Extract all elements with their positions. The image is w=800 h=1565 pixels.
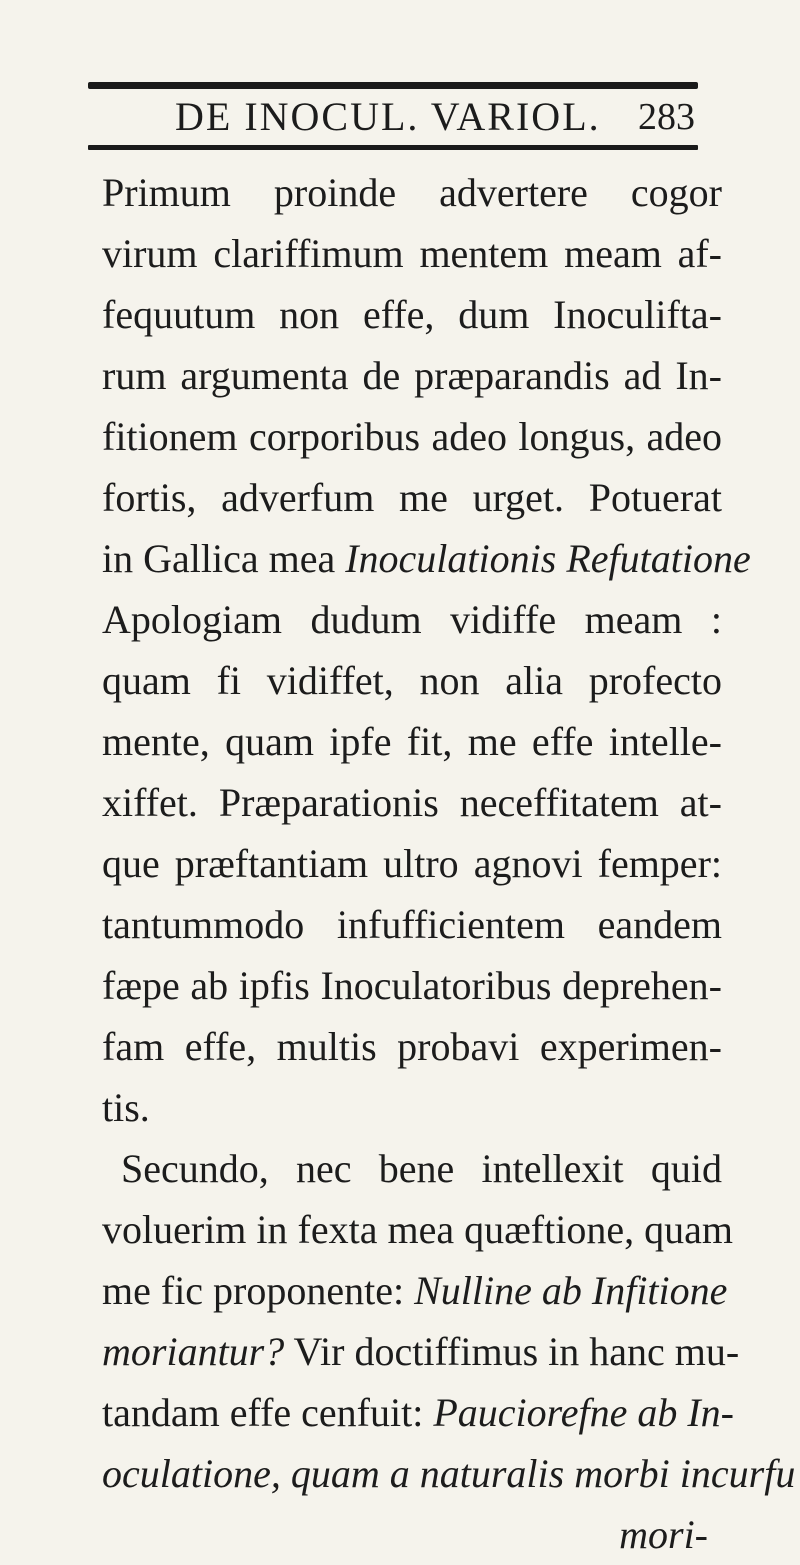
text-line: xiffet. Præparationis neceffitatem at- [102,780,722,825]
text-line: quam fi vidiffet, non alia profecto [102,658,722,703]
catchword [102,1504,722,1565]
catchword-text: mori- [619,1512,708,1557]
text-line: Apologiam dudum vidiffe meam : [102,597,722,642]
text-segment: tandam effe cenfuit: [102,1390,424,1435]
text-line: que præftantiam ultro agnovi femper: [102,841,722,886]
text-line: fitionem corporibus adeo longus, adeo [102,414,722,459]
italic-question: Nulline ab Infitione [414,1268,728,1313]
italic-question: Pauciorefne ab In- [433,1390,734,1435]
text-line [102,528,751,589]
top-border-rule [88,82,698,89]
text-line: tantummodo infufficientem eandem [102,902,722,947]
text-line: fæpe ab ipfis Inoculatoribus deprehen- [102,963,722,1008]
text-line: virum clariffimum mentem meam af- [102,231,722,276]
text-line [102,1321,740,1382]
text-segment: me fic proponente: [102,1268,405,1313]
text-segment: in Gallica mea [102,536,336,581]
text-line: tis. [102,1085,150,1130]
text-line: voluerim in fexta mea quæftione, quam [102,1207,733,1252]
text-line [102,1260,728,1321]
header-rule [88,145,698,150]
text-line: Primum proinde advertere cogor [102,170,722,215]
text-line [102,1443,796,1504]
running-head: DE INOCUL. VARIOL. [175,94,601,139]
text-line: rum argumenta de præparandis ad In- [102,353,722,398]
italic-title: Inoculationis Refutatione [345,536,751,581]
text-line: fam effe, multis probavi experimen- [102,1024,722,1069]
page-number: 283 [638,96,695,138]
text-line: Secundo, nec bene intellexit quid [121,1146,722,1191]
text-line: mente, quam ipfe fit, me effe intelle- [102,719,722,764]
text-segment: Vir doctiffimus in hanc mu- [293,1329,740,1374]
text-line [102,1382,734,1443]
italic-question: moriantur? [102,1329,285,1374]
body-text [102,162,796,1565]
text-line: fequutum non effe, dum Inoculifta- [102,292,722,337]
text-line: fortis, adverfum me urget. Potuerat [102,475,722,520]
page-header [0,92,800,142]
italic-question: oculatione, quam a naturalis morbi incurfu [102,1451,796,1496]
